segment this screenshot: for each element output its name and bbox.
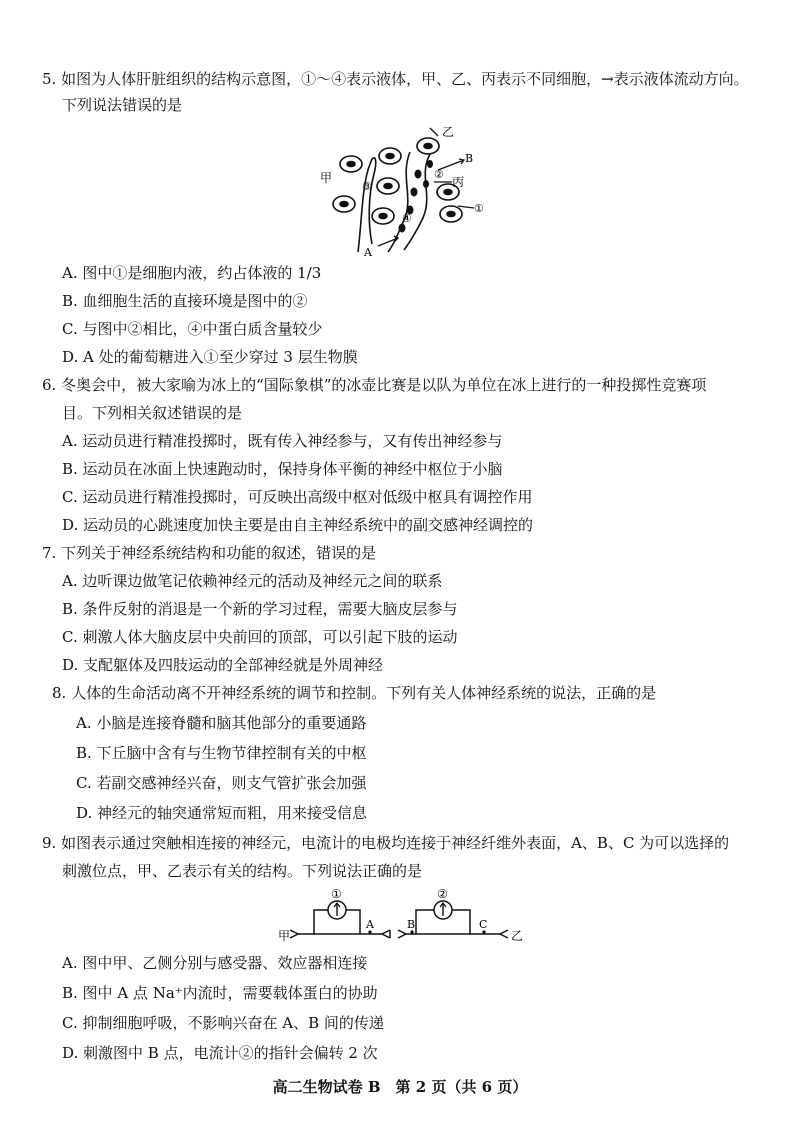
q8-option-d: D. 神经元的轴突通常短而粗，用来接受信息 xyxy=(76,804,368,822)
fig5-label-a: A xyxy=(364,246,372,259)
q5-stem-line2: 下列说法错误的是 xyxy=(62,96,183,114)
q5-option-a: A. 图中①是细胞内液，约占体液的 1/3 xyxy=(62,264,322,282)
tissue-cells xyxy=(333,138,465,224)
q9-option-b: B. 图中 A 点 Na⁺内流时，需要载体蛋白的协助 xyxy=(62,984,378,1002)
galvanometer-1 xyxy=(328,901,346,919)
q8-stem: 8. 人体的生命活动离不开神经系统的调节和控制。下列有关人体神经系统的说法，正确的是 xyxy=(52,684,657,702)
capillary-walls xyxy=(358,152,430,252)
q8-option-c: C. 若副交感神经兴奋，则支气管扩张会加强 xyxy=(76,774,367,792)
neuron-lines xyxy=(290,910,508,938)
q9-option-d: D. 刺激图中 B 点，电流计②的指针会偏转 2 次 xyxy=(62,1044,378,1062)
fig9-label-c: C xyxy=(479,918,488,931)
fig5-label-4: ④ xyxy=(402,212,412,225)
q9-stem-line1: 9. 如图表示通过突触相连接的神经元，电流计的电极均连接于神经纤维外表面，A、B、C 为可以选择的 xyxy=(42,834,730,852)
q5-liver-tissue-figure xyxy=(318,124,518,264)
fig5-label-b: B xyxy=(465,152,474,165)
page-footer: 高二生物试卷 B 第 2 页（共 6 页） xyxy=(272,1078,528,1096)
fig9-meter-label-2: ② xyxy=(437,888,448,901)
q6-option-d: D. 运动员的心跳速度加快主要是由自主神经系统中的副交感神经调控的 xyxy=(62,516,534,534)
q7-option-d: D. 支配躯体及四肢运动的全部神经就是外周神经 xyxy=(62,656,384,674)
q6-option-c: C. 运动员进行精准投掷时，可反映出高级中枢对低级中枢具有调控作用 xyxy=(62,488,533,506)
q9-option-c: C. 抑制细胞呼吸，不影响兴奋在 A、B 间的传递 xyxy=(62,1014,384,1032)
q9-option-a: A. 图中甲、乙侧分别与感受器、效应器相连接 xyxy=(62,954,368,972)
fig5-label-3: ③ xyxy=(362,180,372,193)
fig9-label-a: A xyxy=(366,918,374,931)
fig5-label-2: ② xyxy=(434,168,444,181)
q7-option-a: A. 边听课边做笔记依赖神经元的活动及神经元之间的联系 xyxy=(62,572,443,590)
q7-stem: 7. 下列关于神经系统结构和功能的叙述，错误的是 xyxy=(42,544,377,562)
fig9-label-jia: 甲 xyxy=(278,929,291,943)
fig9-label-b: B xyxy=(407,918,416,931)
q6-stem-line2: 目。下列相关叙述错误的是 xyxy=(62,404,243,422)
q6-option-b: B. 运动员在冰面上快速跑动时，保持身体平衡的神经中枢位于小脑 xyxy=(62,460,503,478)
q8-option-b: B. 下丘脑中含有与生物节律控制有关的中枢 xyxy=(76,744,367,762)
q6-stem-line1: 6. 冬奥会中，被大家喻为冰上的“国际象棋”的冰壶比赛是以队为单位在冰上进行的一种投掷性竞赛项 xyxy=(42,376,707,394)
galvanometer-2 xyxy=(434,901,452,919)
q9-neuron-synapse-figure xyxy=(278,888,530,948)
q5-stem-line1: 5. 如图为人体肝脏组织的结构示意图，①～④表示液体，甲、乙、丙表示不同细胞，→表示液体流动方向。 xyxy=(42,70,749,88)
q7-option-c: C. 刺激人体大脑皮层中央前回的顶部，可以引起下肢的运动 xyxy=(62,628,458,646)
q6-option-a: A. 运动员进行精准投掷时，既有传入神经参与，又有传出神经参与 xyxy=(62,432,503,450)
fig9-label-yi: 乙 xyxy=(511,929,524,943)
fig5-label-yi: 乙 xyxy=(442,125,455,139)
q9-stem-line2: 刺激位点，甲、乙表示有关的结构。下列说法正确的是 xyxy=(62,862,423,880)
q5-option-c: C. 与图中②相比，④中蛋白质含量较少 xyxy=(62,320,323,338)
q5-option-b: B. 血细胞生活的直接环境是图中的② xyxy=(62,292,308,310)
q7-option-b: B. 条件反射的消退是一个新的学习过程，需要大脑皮层参与 xyxy=(62,600,458,618)
fig5-label-bing: 丙 xyxy=(452,175,465,189)
fig9-meter-label-1: ① xyxy=(331,888,342,901)
q8-option-a: A. 小脑是连接脊髓和脑其他部分的重要通路 xyxy=(76,714,367,732)
fig5-label-jia: 甲 xyxy=(320,171,333,185)
fig5-label-1: ① xyxy=(474,202,484,215)
q5-option-d: D. A 处的葡萄糖进入①至少穿过 3 层生物膜 xyxy=(62,348,358,366)
